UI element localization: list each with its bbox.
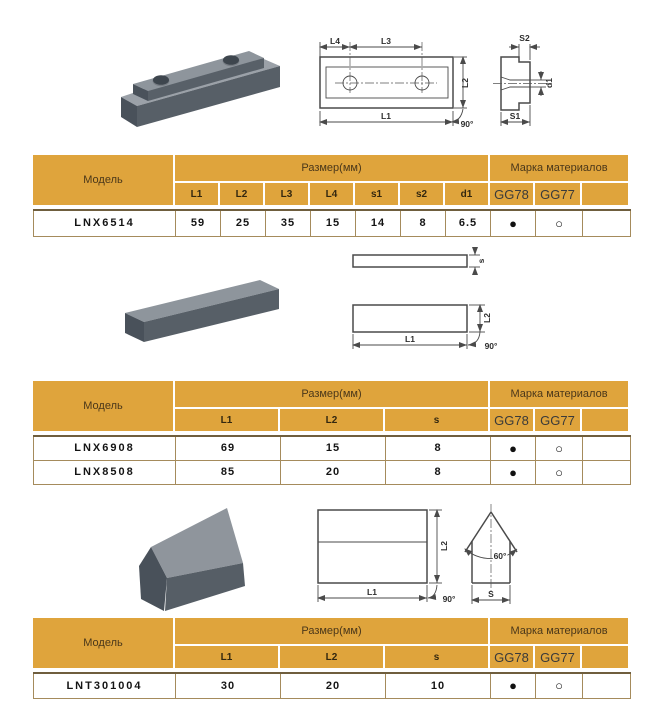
dim-label-l4: L4 (330, 36, 340, 46)
cell-model: LNX6908 (34, 436, 176, 460)
cell-mark-gg77: ○ (536, 436, 583, 460)
technical-drawing-top-view (305, 30, 477, 135)
spec-table-1-header (33, 155, 630, 205)
header-col-l2: L2 (280, 409, 383, 431)
product-photo-prism (130, 500, 255, 620)
cell-mark-gg77: ○ (536, 210, 583, 236)
header-col-s1: s1 (355, 183, 398, 205)
cell-empty (583, 460, 631, 484)
cell-empty (583, 210, 631, 236)
dim-label-l1: L1 (405, 334, 415, 344)
dim-label-l2: L2 (439, 541, 449, 551)
cell-model: LNX8508 (34, 460, 176, 484)
cell-size: 8 (386, 460, 491, 484)
header-size-group: Размер(мм) (175, 618, 488, 644)
header-material-group: Марка материалов (490, 381, 628, 407)
cell-size: 85 (176, 460, 281, 484)
cell-size: 20 (281, 673, 386, 698)
spec-row (34, 436, 631, 460)
cell-size: 10 (386, 673, 491, 698)
spec-table-1-body (33, 209, 631, 237)
cell-size: 8 (401, 210, 446, 236)
cell-size: 20 (281, 460, 386, 484)
cell-mark-gg78: ● (491, 436, 536, 460)
cell-mark-gg78: ● (491, 210, 536, 236)
header-col-l2: L2 (280, 646, 383, 668)
cell-size: 35 (266, 210, 311, 236)
spec-table-1 (33, 155, 630, 237)
cell-mark-gg77: ○ (536, 673, 583, 698)
spec-table-3-header (33, 618, 630, 668)
dim-label-90deg: 90° (442, 594, 456, 604)
spec-table-2 (33, 381, 630, 485)
header-col-empty (582, 183, 628, 205)
dim-label-s: S (488, 589, 494, 599)
product-photo-bar (115, 272, 290, 347)
header-col-l1: L1 (175, 183, 218, 205)
product-photo-stepped-plate (110, 40, 285, 135)
header-model: Модель (33, 381, 173, 431)
header-col-gg77: GG77 (535, 409, 580, 431)
technical-drawing-section-view (488, 30, 560, 135)
header-col-gg78: GG78 (490, 409, 533, 431)
dim-label-l1: L1 (367, 587, 377, 597)
spec-row (34, 460, 631, 484)
header-col-s: s (385, 646, 488, 668)
cell-size: 59 (176, 210, 221, 236)
cell-mark-gg77: ○ (536, 460, 583, 484)
header-col-d1: d1 (445, 183, 488, 205)
header-size-group: Размер(мм) (175, 381, 488, 407)
header-col-l1: L1 (175, 646, 278, 668)
header-material-group: Марка материалов (490, 155, 628, 181)
dim-label-90deg: 90° (484, 341, 498, 351)
cell-size: 15 (281, 436, 386, 460)
header-col-l3: L3 (265, 183, 308, 205)
cell-size: 15 (311, 210, 356, 236)
header-material-group: Марка материалов (490, 618, 628, 644)
dim-label-l3: L3 (381, 36, 391, 46)
dim-label-60deg: 60° (493, 551, 507, 561)
dim-label-90deg: 90° (460, 119, 474, 129)
dim-label-s1: S1 (509, 111, 521, 121)
technical-drawing-bar-views (340, 245, 510, 355)
technical-drawing-prism-side (305, 500, 465, 610)
cell-empty (583, 436, 631, 460)
header-model: Модель (33, 155, 173, 205)
spec-table-3-body (33, 672, 631, 699)
dim-label-s2: S2 (519, 33, 530, 43)
header-col-gg78: GG78 (490, 183, 533, 205)
header-col-gg78: GG78 (490, 646, 533, 668)
cell-size: 30 (176, 673, 281, 698)
dim-label-l2: L2 (482, 313, 492, 323)
spec-table-3 (33, 618, 630, 699)
dim-label-d1: d1 (544, 78, 554, 88)
dim-label-l2: L2 (460, 78, 470, 88)
cell-size: 8 (386, 436, 491, 460)
header-col-gg77: GG77 (535, 646, 580, 668)
header-col-gg77: GG77 (535, 183, 580, 205)
spec-table-2-body (33, 435, 631, 485)
cell-mark-gg78: ● (491, 460, 536, 484)
header-col-l2: L2 (220, 183, 263, 205)
header-model: Модель (33, 618, 173, 668)
header-col-s: s (385, 409, 488, 431)
cell-model: LNT301004 (34, 673, 176, 698)
dim-label-s: s (476, 258, 486, 264)
technical-drawing-prism-end (455, 500, 530, 612)
header-col-empty (582, 409, 628, 431)
cell-size: 6.5 (446, 210, 491, 236)
header-col-empty (582, 646, 628, 668)
spec-row (34, 673, 631, 698)
cell-mark-gg78: ● (491, 673, 536, 698)
dim-label-l1: L1 (381, 111, 391, 121)
cell-size: 25 (221, 210, 266, 236)
cell-model: LNX6514 (34, 210, 176, 236)
header-size-group: Размер(мм) (175, 155, 488, 181)
cell-size: 69 (176, 436, 281, 460)
cell-size: 14 (356, 210, 401, 236)
spec-table-2-header (33, 381, 630, 431)
header-col-l4: L4 (310, 183, 353, 205)
spec-row (34, 210, 631, 236)
cell-empty (583, 673, 631, 698)
header-col-s2: s2 (400, 183, 443, 205)
header-col-l1: L1 (175, 409, 278, 431)
